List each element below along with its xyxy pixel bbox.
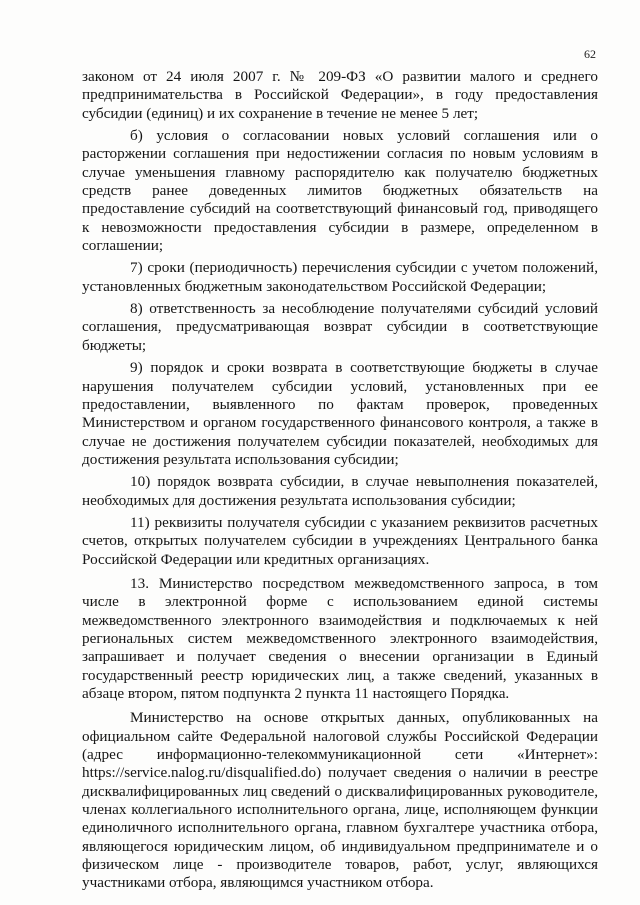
paragraph-8: 8) ответственность за несоблюдение получателями субсидий условий соглашения, предусматривающая возврат субсидии в соответствующие бюджеты;	[82, 300, 598, 354]
paragraph-ministry-open-data: Министерство на основе открытых данных, опубликованных на официальном сайте Федеральной налоговой службы Российской Федерации (адрес информационно-телекоммуникационной сети «Интернет»: https://service.nalog.ru/disqualified.do) получает сведения о наличии в реестре дисквалифицированных лиц сведений о дисквалифицированных руководителе, членах коллегиального исполнительного органа, лице, исполняющем функции единоличного исполнительного органа, главном бухгалтере участника отбора, являющегося юридическим лицом, об индивидуальном предпринимателе и о физическом лице - производителе товаров, работ, услуг, являющихся участниками отбора, являющимся участником отбора.	[82, 709, 598, 892]
paragraph-13: 13. Министерство посредством межведомственного запроса, в том числе в электронной форме с использованием единой системы межведомственного электронного взаимодействия и подключаемых к ней региональных систем межведомственного электронного взаимодействия, запрашивает и получает сведения о внесении организации в Единый государственный реестр юридических лиц, а также сведений, указанных в абзаце втором, пятом подпункта 2 пункта 11 настоящего Порядка.	[82, 574, 598, 702]
paragraph-continuation: законом от 24 июля 2007 г. № 209-ФЗ «О развитии малого и среднего предпринимательства в Российской Федерации», в году предоставления субсидии (единиц) и их сохранение в течение не менее 5 лет;	[82, 68, 598, 122]
page-number: 62	[584, 47, 596, 61]
paragraph-6: б) условия о согласовании новых условий соглашения или о расторжении соглашения при недостижении согласия по новым условиям в случае уменьшения главному распорядителю как получателю бюджетных средств ранее доведенных лимитов бюджетных обязательств на предоставление субсидий на соответствующий финансовый год, приводящего к невозможности предоставления субсидии в размере, определенном в соглашении;	[82, 127, 598, 255]
paragraph-10: 10) порядок возврата субсидии, в случае невыполнения показателей, необходимых для достижения результата использования субсидии;	[82, 473, 598, 509]
paragraph-9: 9) порядок и сроки возврата в соответствующие бюджеты в случае нарушения получателем субсидии условий, установленных при ее предоставлении, выявленного по фактам проверок, проведенных Министерством и органом государственного финансового контроля, а также в случае не достижения получателем субсидии показателей, необходимых для достижения результата использования субсидии;	[82, 359, 598, 468]
paragraph-11: 11) реквизиты получателя субсидии с указанием реквизитов расчетных счетов, открытых получателем субсидии в учреждениях Центрального банка Российской Федерации или кредитных организациях.	[82, 513, 598, 568]
document-body	[82, 68, 598, 897]
paragraph-7: 7) сроки (периодичность) перечисления субсидии с учетом положений, установленных бюджетным законодательством Российской Федерации;	[82, 259, 598, 295]
